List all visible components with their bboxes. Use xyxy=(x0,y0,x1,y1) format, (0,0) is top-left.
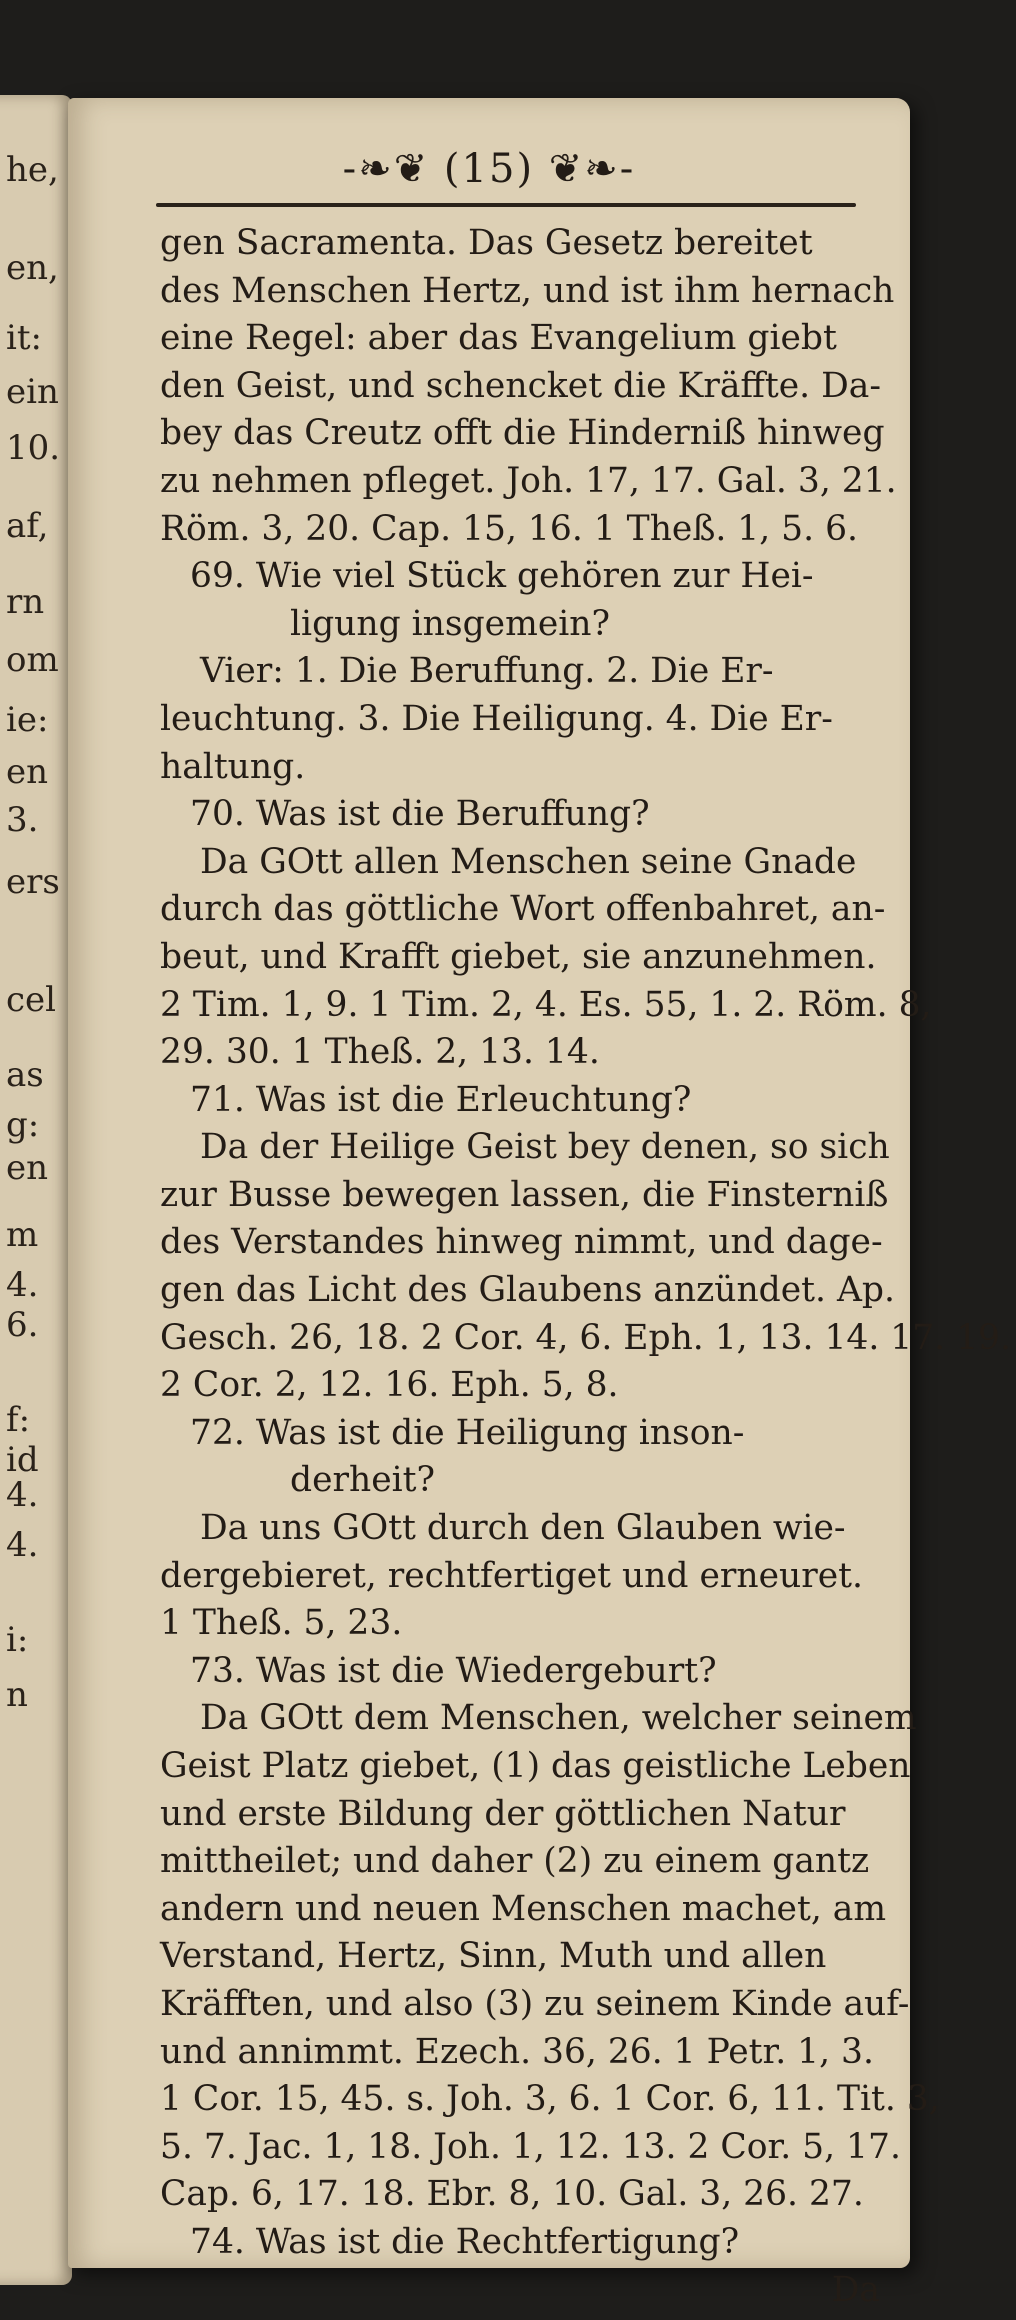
page-text xyxy=(160,220,1011,2314)
header-rule xyxy=(156,203,856,207)
text-line: und annimmt. Ezech. 36, 26. 1 Petr. 1, 3. xyxy=(160,2031,874,2072)
text-line: zu nehmen pfleget. Joh. 17, 17. Gal. 3, 21. xyxy=(160,460,897,501)
text-line: 72. Was ist die Heiligung inson- xyxy=(190,1412,745,1453)
text-line: dergebieret, rechtfertiget und erneuret. xyxy=(160,1555,863,1596)
left-margin-fragment: cel xyxy=(6,980,57,1020)
left-margin-fragments xyxy=(0,95,72,2285)
left-margin-fragment: en xyxy=(6,752,49,792)
left-margin-fragment: ers xyxy=(6,862,60,902)
text-line: gen das Licht des Glaubens anzündet. Ap. xyxy=(160,1270,895,1311)
text-line: Gesch. 26, 18. 2 Cor. 4, 6. Eph. 1, 13. 14. 17. 19. xyxy=(160,1317,1011,1358)
left-margin-fragment: en xyxy=(6,1148,49,1188)
left-margin-fragment: it: xyxy=(6,318,42,358)
left-margin-fragment: 6. xyxy=(6,1305,39,1345)
text-line: Verstand, Hertz, Sinn, Muth und allen xyxy=(160,1936,827,1977)
page-header: -❧❦ (15) ❦❧- xyxy=(342,146,636,192)
book-page xyxy=(68,98,1011,2310)
text-line: leuchtung. 3. Die Heiligung. 4. Die Er- xyxy=(160,698,833,739)
text-line: Röm. 3, 20. Cap. 15, 16. 1 Theß. 1, 5. 6. xyxy=(160,508,858,549)
left-margin-fragment: ie: xyxy=(6,700,49,740)
text-line: Kräfften, und also (3) zu seinem Kinde auf- xyxy=(160,1983,910,2024)
text-line: und erste Bildung der göttlichen Natur xyxy=(160,1793,846,1834)
text-line: andern und neuen Menschen machet, am xyxy=(160,1888,887,1929)
left-page-edge xyxy=(0,95,72,2285)
text-line: Cap. 6, 17. 18. Ebr. 8, 10. Gal. 3, 26. 27. xyxy=(160,2174,864,2215)
text-line: 29. 30. 1 Theß. 2, 13. 14. xyxy=(160,1032,600,1073)
text-line: zur Busse bewegen lassen, die Finsterniß xyxy=(160,1174,889,1215)
text-line: ligung insgemein? xyxy=(290,603,610,644)
left-margin-fragment: m xyxy=(6,1215,39,1255)
text-line: mittheilet; und daher (2) zu einem gantz xyxy=(160,1841,870,1882)
text-line: Da der Heilige Geist bey denen, so sich xyxy=(200,1127,890,1168)
left-margin-fragment: 3. xyxy=(6,800,39,840)
text-line: des Menschen Hertz, und ist ihm hernach xyxy=(160,270,895,311)
left-margin-fragment: g: xyxy=(6,1105,40,1145)
left-margin-fragment: om xyxy=(6,640,59,680)
text-line: 69. Wie viel Stück gehören zur Hei- xyxy=(190,556,814,597)
text-line: Da GOtt dem Menschen, welcher seinem xyxy=(200,1698,917,1739)
text-line: 74. Was ist die Rechtfertigung? xyxy=(190,2221,740,2262)
left-margin-fragment: i: xyxy=(6,1620,29,1660)
text-line: Geist Platz giebet, (1) das geistliche Leben xyxy=(160,1746,911,1786)
left-margin-fragment: id xyxy=(6,1440,39,1480)
left-margin-fragment: as xyxy=(6,1055,44,1095)
text-line: des Verstandes hinweg nimmt, und dage- xyxy=(160,1222,883,1263)
left-margin-fragment: en, xyxy=(6,248,59,288)
left-margin-fragment: ein xyxy=(6,372,59,412)
text-line: 1 Cor. 15, 45. s. Joh. 3, 6. 1 Cor. 6, 11. Tit. 3, xyxy=(160,2079,940,2120)
text-line: derheit? xyxy=(290,1460,436,1501)
text-line: 71. Was ist die Erleuchtung? xyxy=(190,1079,692,1120)
text-line: 5. 7. Jac. 1, 18. Joh. 1, 12. 13. 2 Cor. 5, 17. xyxy=(160,2126,901,2167)
left-margin-fragment: 10. xyxy=(6,428,61,468)
text-line: 1 Theß. 5, 23. xyxy=(160,1603,403,1644)
text-line: bey das Creutz offt die Hinderniß hinweg xyxy=(160,413,885,454)
text-line: haltung. xyxy=(160,746,306,787)
left-margin-fragment: 4. xyxy=(6,1475,39,1515)
left-margin-fragment: af, xyxy=(6,506,49,546)
text-line: durch das göttliche Wort offenbahret, an- xyxy=(160,889,886,930)
text-line: Vier: 1. Die Beruffung. 2. Die Er- xyxy=(200,651,774,692)
text-line: 73. Was ist die Wiedergeburt? xyxy=(190,1650,717,1691)
left-margin-fragment: 4. xyxy=(6,1265,39,1305)
catchword: Da xyxy=(831,2269,880,2310)
left-margin-fragment: n xyxy=(6,1675,28,1715)
left-margin-fragment: 4. xyxy=(6,1525,39,1565)
text-line: 70. Was ist die Beruffung? xyxy=(190,794,650,835)
text-line: gen Sacramenta. Das Gesetz bereitet xyxy=(160,223,813,263)
left-margin-fragment: he, xyxy=(6,150,59,190)
text-line: 2 Cor. 2, 12. 16. Eph. 5, 8. xyxy=(160,1365,619,1406)
left-margin-fragment: rn xyxy=(6,582,45,622)
text-line: beut, und Krafft giebet, sie anzunehmen. xyxy=(160,936,877,977)
text-line: eine Regel: aber das Evangelium giebt xyxy=(160,318,837,359)
text-line: Da uns GOtt durch den Glauben wie- xyxy=(200,1508,846,1549)
text-line: Da GOtt allen Menschen seine Gnade xyxy=(200,841,857,882)
left-margin-fragment: f: xyxy=(6,1400,31,1440)
text-line: 2 Tim. 1, 9. 1 Tim. 2, 4. Es. 55, 1. 2. Röm. 8, xyxy=(160,984,932,1025)
text-line: den Geist, und schencket die Kräffte. Da- xyxy=(160,365,881,406)
